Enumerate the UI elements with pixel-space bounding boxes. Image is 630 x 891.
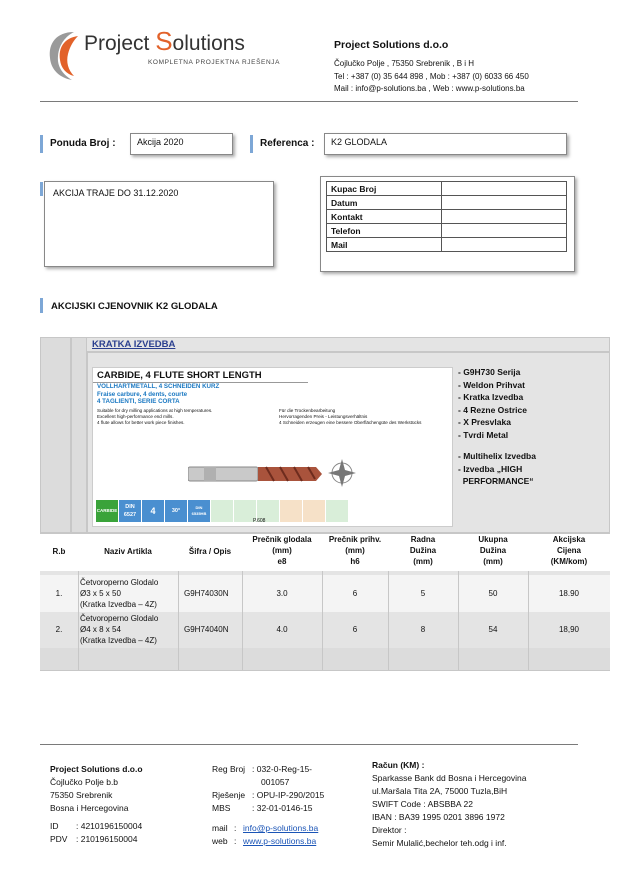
- contact-value[interactable]: [442, 210, 567, 224]
- footer-reg-value: [252, 763, 312, 789]
- naziv-line: Četvoroperno Glodalo: [80, 614, 159, 623]
- naziv-line: (Kratka Izvedba – 4Z): [80, 636, 157, 645]
- logo-wordmark: [84, 26, 245, 57]
- note-box: [44, 181, 274, 267]
- col-header-naziv: Naziv Artikla: [104, 547, 152, 556]
- header-line: (KM/kom): [550, 557, 588, 566]
- company-mail-web: Mail : info@p-solutions.ba , Web : www.p-solutions.ba: [334, 84, 525, 93]
- ponuda-value: Akcija 2020: [137, 137, 184, 147]
- badge-helix-angle: 30°: [165, 500, 187, 522]
- bank-line: Sparkasse Bank dd Bosna i Hercegovina: [372, 773, 527, 783]
- spec-item: - G9H730 Serija: [458, 367, 521, 377]
- footer-bank-block: [372, 759, 527, 850]
- header-line: Prečnik prihv.: [328, 535, 382, 544]
- footer-company-name: Project Solutions d.o.o: [50, 764, 143, 774]
- image-bullets-de: [279, 408, 449, 426]
- footer-divider: [40, 744, 578, 745]
- footer-web-link[interactable]: www.p-solutions.ba: [243, 836, 317, 846]
- contact-value[interactable]: [442, 224, 567, 238]
- cell-naziv: [80, 613, 158, 646]
- logo-tagline: KOMPLETNA PROJEKTNA RJEŠENJA: [148, 59, 281, 66]
- footer-mbs-value: : 32-01-0146-15: [252, 803, 313, 813]
- accent-bar: [250, 135, 253, 153]
- col-line: [458, 571, 459, 670]
- footer-mail-label: mail: [212, 823, 228, 833]
- badge-carbide: CARBIDE: [96, 500, 118, 522]
- image-bullets-en: [97, 408, 267, 426]
- header-line: (mm): [413, 557, 433, 566]
- footer-reg-label: Reg Broj: [212, 764, 246, 774]
- header-line: e8: [277, 557, 287, 566]
- accent-bar: [40, 135, 43, 153]
- cell-naziv: [80, 577, 158, 610]
- contact-label: Telefon: [327, 224, 442, 238]
- spec-list: [458, 366, 536, 488]
- footer-addr: 75350 Srebrenik: [50, 790, 113, 800]
- spec-item: - Weldon Prihvat: [458, 379, 525, 390]
- ponuda-label: Ponuda Broj :: [50, 138, 116, 149]
- direktor-name: Semir Mulalić,bechelor teh.odg i inf.: [372, 838, 507, 848]
- col-line: [178, 571, 179, 670]
- bullet: Hervorragenden Preis - Leistungsverhältnis: [279, 414, 368, 419]
- naziv-line: Ø4 x 8 x 54: [80, 625, 121, 634]
- cell-precnik-glodala: 4.0: [276, 625, 288, 634]
- header-line: (mm): [345, 546, 365, 555]
- badge-material-icon: [211, 500, 233, 522]
- bank-line: ul.Maršala Tita 2A, 75000 Tuzla,BiH: [372, 786, 508, 796]
- lang-fr: Fraise carbure, 4 dents, courte: [97, 390, 188, 398]
- naziv-line: (Kratka Izvedba – 4Z): [80, 600, 157, 609]
- cell-cijena: 18,90: [558, 625, 580, 634]
- naziv-line: Četvoroperno Glodalo: [80, 578, 159, 587]
- cell-cijena: 18.90: [558, 589, 580, 598]
- col-header-cijena: [528, 534, 610, 567]
- badge-material-icon: [326, 500, 348, 522]
- section-title: AKCIJSKI CJENOVNIK K2 GLODALA: [51, 301, 218, 312]
- footer-web-label: web: [212, 836, 228, 846]
- badge-material-icon: [303, 500, 325, 522]
- footer-mbs-label: MBS: [212, 803, 231, 813]
- bullet: 4 Schneiden erzeugen eine bessere Oberflächengüte des Werkstücks: [279, 420, 422, 425]
- spec-item: - Kratka Izvedba: [458, 392, 524, 402]
- footer-rjesenje-label: Rješenje: [212, 790, 246, 800]
- reg-line: : 032-0-Reg-15-: [252, 764, 313, 774]
- offer-note: AKCIJA TRAJE DO 31.12.2020: [53, 188, 179, 198]
- header-line: (mm): [272, 546, 292, 555]
- spec-item: - X Presvlaka: [458, 417, 511, 427]
- footer-mail-link[interactable]: info@p-solutions.ba: [243, 823, 319, 833]
- end-mill-icon: [188, 461, 328, 489]
- ponuda-field[interactable]: [130, 133, 233, 155]
- cell-ukupna: 54: [488, 625, 498, 634]
- referenca-value: K2 GLODALA: [331, 137, 388, 147]
- swift-code: SWIFT Code : ABSBBA 22: [372, 799, 473, 809]
- table-left-gutter: [71, 337, 87, 533]
- bullet: Excellent high-performance end mills.: [97, 414, 174, 419]
- col-line: [388, 571, 389, 670]
- cell-sifra: G9H74040N: [184, 625, 229, 634]
- header-line: Akcijska: [552, 535, 586, 544]
- page-ref: P.608: [253, 518, 266, 524]
- col-line: [78, 571, 79, 670]
- header-line: h6: [350, 557, 360, 566]
- image-title: CARBIDE, 4 FLUTE SHORT LENGTH: [97, 370, 262, 381]
- table-row-empty: [40, 648, 610, 671]
- col-line: [242, 571, 243, 670]
- header-line: Dužina: [409, 546, 437, 555]
- bullet: Für die Trockenbearbeitung: [279, 408, 336, 413]
- spec-item: PERFORMANCE“: [458, 476, 534, 486]
- reg-line: 001057: [261, 777, 290, 787]
- contact-label: Kupac Broj: [327, 182, 442, 196]
- header-line: (mm): [483, 557, 503, 566]
- cell-sifra: G9H74030N: [184, 589, 229, 598]
- direktor-label: Direktor :: [372, 825, 407, 835]
- header-divider: [40, 101, 578, 102]
- badge-din2: DIN 6535HB: [188, 500, 210, 522]
- spec-item: - 4 Rezne Ostrice: [458, 404, 527, 415]
- col-header-precnik-glodala: [242, 534, 322, 567]
- accent-bar: [40, 298, 43, 313]
- footer-company-block: [50, 763, 143, 815]
- product-image: [92, 367, 453, 527]
- col-header-ukupna: [458, 534, 528, 567]
- badge-flutes: 4: [142, 500, 164, 522]
- logo-icon: [44, 26, 84, 86]
- accent-bar: [40, 182, 43, 196]
- badge-material-icon: [280, 500, 302, 522]
- cell-precnik-prihv: 6: [352, 589, 358, 598]
- header-line: Prečnik glodala: [252, 535, 312, 544]
- contact-label: Datum: [327, 196, 442, 210]
- header-line: Dužina: [479, 546, 507, 555]
- bullet: 4 flute allows for better work piece finishes.: [97, 420, 185, 425]
- cell-ukupna: 50: [488, 589, 498, 598]
- cell-precnik-prihv: 6: [352, 625, 358, 634]
- lang-de: VOLLHARTMETALL, 4 SCHNEIDEN KURZ: [97, 383, 220, 390]
- iban: IBAN : BA39 1995 0201 3896 1972: [372, 812, 505, 822]
- logo-word-project: Project: [84, 32, 150, 55]
- bullet: Suitable for dry milling applications at high temperatures.: [97, 408, 213, 413]
- footer-addr: Bosna i Hercegovina: [50, 803, 129, 813]
- spec-item: - Izvedba „HIGH: [458, 463, 523, 474]
- footer-id-label: ID: [50, 821, 59, 831]
- naziv-line: Ø3 x 5 x 50: [80, 589, 121, 598]
- spec-item: [458, 441, 536, 450]
- col-line: [322, 571, 323, 670]
- header-line: Cijena: [556, 546, 581, 555]
- group-title: KRATKA IZVEDBA: [92, 339, 176, 350]
- footer-pdv-label: PDV: [50, 834, 68, 844]
- contact-value[interactable]: [442, 238, 567, 252]
- cell-rb: 2.: [55, 625, 63, 634]
- col-line: [528, 571, 529, 670]
- col-header-precnik-prihv: [322, 534, 388, 567]
- logo-word-olutions: olutions: [172, 32, 245, 55]
- cell-radna: 8: [420, 625, 426, 634]
- col-header-radna: [388, 534, 458, 567]
- footer-addr: Čojlučko Polje b.b: [50, 777, 119, 787]
- header-line: Ukupna: [478, 535, 508, 544]
- company-name: Project Solutions d.o.o: [334, 39, 449, 51]
- contact-table: [326, 181, 567, 252]
- referenca-field[interactable]: [324, 133, 567, 155]
- spec-item: - Multihelix Izvedba: [458, 451, 536, 461]
- contact-value[interactable]: [442, 196, 567, 210]
- racun-title: Račun (KM) :: [372, 760, 425, 770]
- cross-section-icon: [325, 456, 359, 492]
- footer-id-value: : 4210196150004: [76, 821, 143, 831]
- image-lang-block: [97, 383, 219, 406]
- badge-din: DIN 6527: [119, 500, 141, 522]
- spec-item: - Tvrdi Metal: [458, 429, 509, 440]
- contact-value[interactable]: [442, 182, 567, 196]
- contact-label: Mail: [327, 238, 442, 252]
- lang-it: 4 TAGLIENTI, SERIE CORTA: [97, 398, 180, 405]
- table-left-gutter: [40, 337, 71, 533]
- footer-pdv-value: : 210196150004: [76, 834, 138, 844]
- footer-rjesenje-value: : OPU-IP-290/2015: [252, 790, 325, 800]
- cell-rb: 1.: [55, 589, 63, 598]
- col-header-sifra: Šifra / Opis: [188, 547, 232, 556]
- cell-radna: 5: [420, 589, 426, 598]
- logo-initial-s: S: [155, 26, 173, 56]
- company-phone: Tel : +387 (0) 35 644 898 , Mob : +387 (0) 6033 66 450: [334, 72, 529, 81]
- contact-label: Kontakt: [327, 210, 442, 224]
- header-line: Radna: [410, 535, 436, 544]
- col-header-rb: R.b: [52, 547, 66, 556]
- company-address: Čojlučko Polje , 75350 Srebrenik , B i H: [334, 59, 475, 68]
- referenca-label: Referenca :: [260, 138, 315, 149]
- cell-precnik-glodala: 3.0: [276, 589, 288, 598]
